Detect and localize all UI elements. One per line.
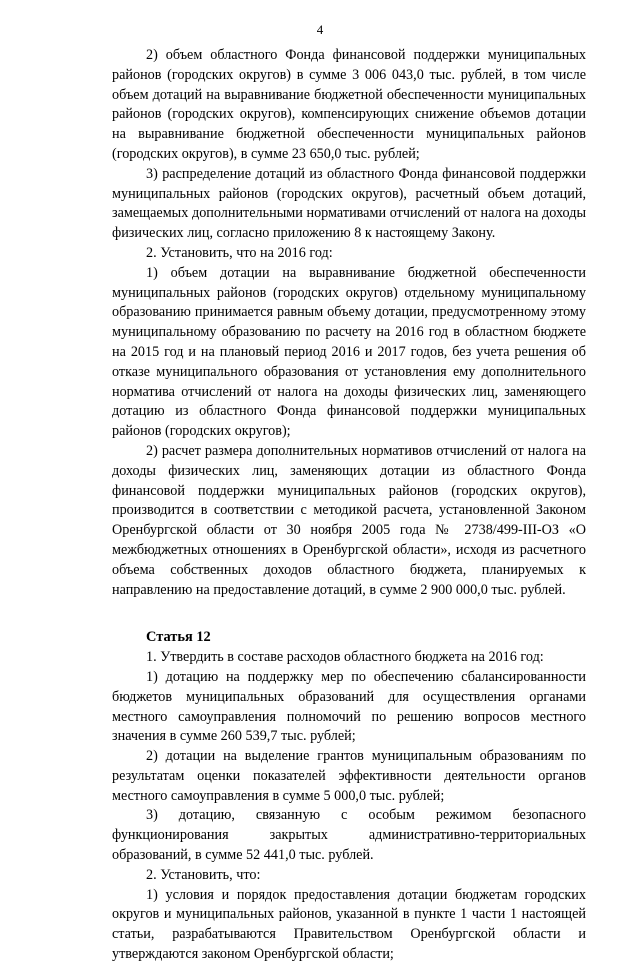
page-number: 4: [316, 22, 324, 37]
paragraph: 2) расчет размера дополнительных нормативов отчислений от налога на доходы физических лиц, заменяющих дотации из областного Фонда финансовой поддержки муниципальных районов (городских округов), производится в соответствии с методикой расчета, установленной Законом Оренбургской области от 30 ноября 2005 года № 2738/499-III-ОЗ «О межбюджетных отношениях в Оренбургской области», исходя из расчетного объема собственных доходов областного бюджета, планируемых к направлению на предоставление дотаций, в сумме 2 900 000,0 тыс. рублей.: [112, 442, 586, 598]
paragraph: 1) условия и порядок предоставления дотации бюджетам городских округов и муниципальных районов, указанной в пункте 1 части 1 настоящей статьи, разрабатываются Правительством Оренбургской области и утверждаются законом Оренбургской области;: [112, 886, 586, 963]
paragraph: 1) объем дотации на выравнивание бюджетной обеспеченности муниципальных районов (городских округов) отдельному муниципальному образованию принимается равным объему дотации, предусмотренному этому муниципальному образованию по расчету на 2016 год в областном бюджете на 2015 год и на плановый период 2016 и 2017 годов, без учета решения об отказе муниципального образования от установления ему дополнительного норматива отчислений от налога на доходы физических лиц, заменяющего дотацию из областного Фонда финансовой поддержки муниципальных районов (городских округов);: [112, 264, 586, 440]
paragraph: 2. Установить, что на 2016 год:: [146, 244, 333, 261]
paragraph: 1. Утвердить в составе расходов областного бюджета на 2016 год:: [146, 649, 544, 666]
article-heading: Статья 12: [146, 629, 211, 646]
paragraph: 1) дотацию на поддержку мер по обеспечению сбалансированности бюджетов муниципальных образований для осуществления органами местного самоуправления полномочий по решению вопросов местного значения в сумме 260 539,7 тыс. рублей;: [112, 668, 586, 745]
document-body: [112, 46, 586, 965]
paragraph: 2. Установить, что:: [146, 866, 261, 883]
paragraph: 2) дотации на выделение грантов муниципальным образованиям по результатам оценки показателей эффективности деятельности органов местного самоуправления в сумме 5 000,0 тыс. рублей;: [112, 748, 586, 804]
paragraph: 3) распределение дотаций из областного Фонда финансовой поддержки муниципальных районов (городских округов), расчетный объем дотаций, замещаемых дополнительными нормативами отчислений от налога на доходы физических лиц, согласно приложению 8 к настоящему Закону.: [112, 165, 586, 242]
paragraph: 3) дотацию, связанную с особым режимом безопасного функционирования закрытых административно-территориальных образований, в сумме 52 441,0 тыс. рублей.: [112, 807, 586, 864]
paragraph: 2) объем областного Фонда финансовой поддержки муниципальных районов (городских округов) в сумме 3 006 043,0 тыс. рублей, в том числе объем дотаций на выравнивание бюджетной обеспеченности муниципальных районов (городских округов), компенсирующих снижение объемов дотации на выравнивание бюджетной обеспеченности муниципальных районов (городских округов), в сумме 23 650,0 тыс. рублей;: [112, 47, 586, 162]
